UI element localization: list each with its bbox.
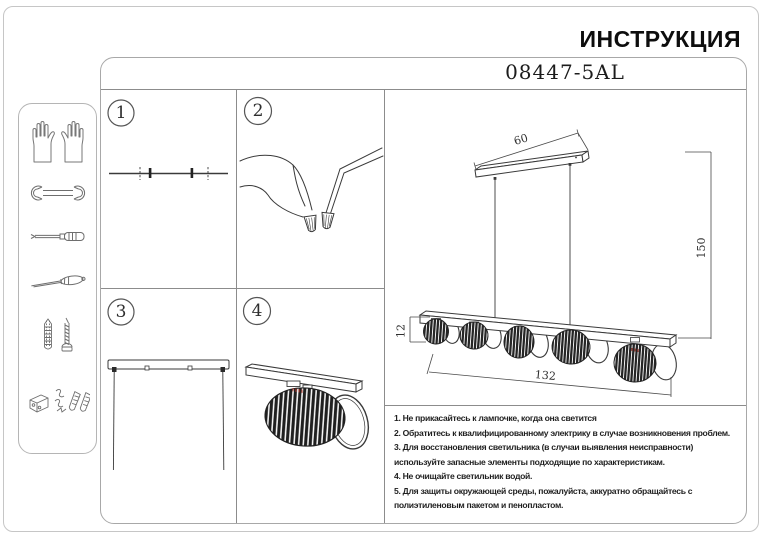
tools-sidebar xyxy=(18,103,97,454)
note-5: 5. Для защиты окружающей среды, пожалуйста, аккуратно обращайтесь с полиэтиленовым пакетом и пенопластом. xyxy=(394,485,693,510)
dim-suspension-height: 150 xyxy=(695,237,708,259)
mounting-bar-drawing xyxy=(108,360,229,470)
note-3: 3. Для восстановления светильника (в случаи выявления неисправности) используйте запасные элементы подходящие по характеристикам. xyxy=(394,442,694,467)
fixture-diagram xyxy=(385,90,746,405)
gloves-icon xyxy=(19,116,96,168)
model-number: 08447-5AL xyxy=(505,60,625,84)
step-3-panel xyxy=(101,289,236,523)
note-2: 2. Обратитесь к квалифицированному электрику в случае возникновения проблем. xyxy=(394,427,730,438)
note-4: 4. Не очищайте светильник водой. xyxy=(394,471,533,481)
wiring-drawing xyxy=(240,148,383,232)
step-2-number: 2 xyxy=(252,101,264,121)
step-4-number: 4 xyxy=(251,301,263,321)
anchor-screw-icon xyxy=(19,316,96,356)
step-3-number: 3 xyxy=(115,302,127,322)
page-title: ИНСТРУКЦИЯ xyxy=(579,26,741,52)
shade-attachment-drawing xyxy=(246,364,374,454)
shade-body xyxy=(263,385,347,448)
step-1-number: 1 xyxy=(115,103,127,123)
step-4-panel xyxy=(237,289,384,523)
fasteners-icon xyxy=(19,384,96,422)
dim-body-height: 12 xyxy=(394,324,408,338)
dim-canopy-length: 60 xyxy=(512,131,530,148)
canopy xyxy=(475,151,589,177)
step-1-panel xyxy=(101,89,236,288)
step-2-panel xyxy=(237,89,384,288)
wrench-icon xyxy=(19,184,96,202)
screwdriver-icon xyxy=(19,230,96,243)
dim-body-length: 132 xyxy=(534,368,557,383)
main-box xyxy=(100,57,747,524)
safety-notes xyxy=(385,406,745,522)
ceiling-line-drawing xyxy=(109,167,228,180)
awl-icon xyxy=(19,272,96,290)
note-1: 1. Не прикасайтесь к лампочке, когда она светится xyxy=(394,413,597,423)
